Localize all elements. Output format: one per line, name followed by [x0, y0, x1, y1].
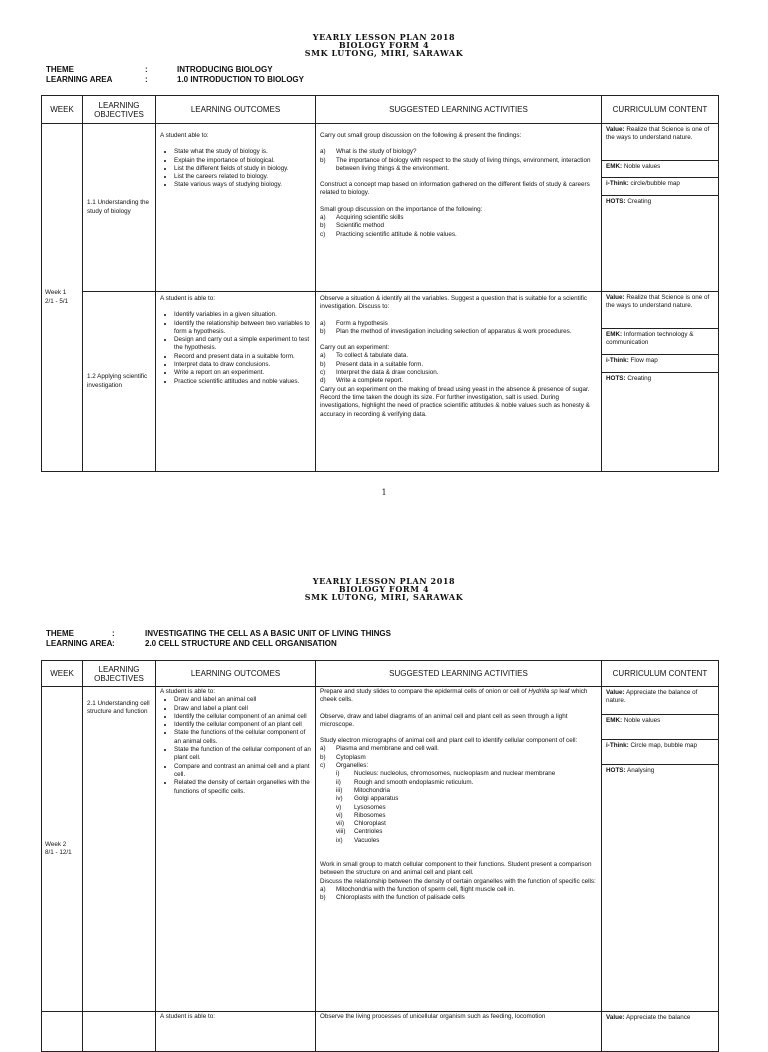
cc-ithink: i-Think: Circle map, bubble map [602, 740, 718, 765]
curriculum-cell [602, 292, 719, 472]
list-item: • State various ways of studying biology. [174, 181, 311, 189]
document-header [0, 577, 768, 601]
activities-cell [316, 124, 602, 292]
list-item: c) Practicing scientific attitude & noble values. [320, 230, 457, 238]
col-objectives: LEARNING OBJECTIVES [83, 96, 156, 124]
list-item: • Compare and contrast an animal cell and a plant cell. [174, 763, 311, 780]
list-item: • Explain the importance of biological. [174, 157, 311, 165]
activity-paragraph: Carry out small group discussion on the following & present the findings: [320, 132, 522, 139]
cc-hots: HOTS: Creating [606, 198, 652, 205]
col-content: CURRICULUM CONTENT [602, 661, 719, 687]
cc-value: Value: Appreciate the balance [606, 1014, 691, 1021]
list-item: • Identify the relationship between two variables to form a hypothesis. [174, 320, 311, 337]
learning-area-label: LEARNING AREA [46, 75, 113, 84]
list-item: b) Chloroplasts with the function of palisade cells [320, 894, 465, 902]
objective-cell [83, 687, 156, 1012]
objective-cell [83, 292, 156, 472]
list-item: • Practice scientific attitudes and noble values. [174, 378, 311, 386]
list-item: b) Plan the method of investigation including selection of apparatus & work procedures. [320, 327, 572, 335]
outcome-list [160, 148, 311, 189]
cc-value: Value: Realize that Science is one of the ways to understand nature. [602, 292, 718, 329]
theme-colon: : [145, 65, 148, 74]
header-school: SMK LUTONG, MIRI, SARAWAK [304, 592, 464, 602]
theme-value: INVESTIGATING THE CELL AS A BASIC UNIT OF LIVING THINGS [145, 629, 391, 638]
list-item: • List the careers related to biology. [174, 173, 311, 181]
list-item: i) Nucleus: nucleolus, chromosomes, nucleoplasm and nuclear membrane [336, 770, 556, 778]
col-objectives: LEARNING OBJECTIVES [83, 661, 156, 687]
table-row [42, 124, 719, 292]
activity-paragraph: Observe, draw and label diagrams of an animal cell and plant cell as seen through a light microscope. [320, 712, 568, 728]
lesson-plan-table-2 [41, 660, 719, 1052]
list-item: • State the function of the cellular component of an plant cell. [174, 746, 311, 763]
list-item: a) What is the study of biology? [320, 148, 417, 156]
col-outcomes: LEARNING OUTCOMES [156, 96, 316, 124]
list-item: • Identify the cellular component of an plant cell [174, 721, 311, 729]
col-outcomes: LEARNING OUTCOMES [156, 661, 316, 687]
header-title: YEARLY LESSON PLAN 2018 [312, 32, 456, 42]
activities-cell [316, 292, 602, 472]
list-item: a) Mitochondria with the function of sperm cell, flight muscle cell in. [320, 885, 515, 893]
theme-colon: : [112, 629, 115, 638]
outcomes-cell [156, 1012, 316, 1052]
header-subject: BIOLOGY FORM 4 [338, 40, 430, 50]
week-label: Week 2 [45, 840, 67, 848]
cc-hots: HOTS: Analysing [606, 767, 655, 774]
activity-paragraph: Carry out an experiment: [320, 344, 390, 352]
week-dates: 2/1 - 5/1 [45, 297, 69, 305]
objective-cell [83, 1012, 156, 1052]
list-item: ix) Vacuoles [336, 836, 380, 844]
list-item: a) Acquiring scientific skills [320, 214, 404, 222]
cc-hots: HOTS: Creating [606, 375, 652, 382]
list-item: • Design and carry out a simple experiment to test the hypothesis. [174, 336, 311, 353]
list-item: • Record and present data in a suitable form. [174, 353, 311, 361]
objective-text: 1.1 Understanding the study of biology [87, 199, 149, 215]
objective-cell [83, 124, 156, 292]
list-item: b) The importance of biology with respect to the study of living things, environment, interaction between living things & the environment. [320, 156, 591, 172]
activity-paragraph: Observe the living processes of unicellular organism such as feeding, locomotion [320, 1013, 546, 1020]
col-activities: SUGGESTED LEARNING ACTIVITIES [316, 661, 602, 687]
objective-text: 2.1 Understanding cell structure and function [87, 700, 150, 716]
list-item: • Draw and label an animal cell [174, 696, 311, 704]
table-row [42, 1012, 719, 1052]
activity-paragraph: Carry out an experiment on the making of bread using yeast in the absence & presence of sugar. Record the time taken the dough its size. For further investigation, salt is used. During investigations, highlight the need of practice scientific attitudes & noble values such as honesty & accuracy in recording & verifying data. [320, 385, 590, 418]
activity-paragraph: Construct a concept map based on information gathered on the different fields of study & careers related to biology. [320, 181, 590, 197]
col-content: CURRICULUM CONTENT [602, 96, 719, 124]
outcome-intro: A student is able to: [160, 295, 215, 302]
outcome-intro: A student is able to: [160, 1013, 215, 1020]
list-item: iii) Mitochondria [336, 786, 391, 794]
outcome-list [160, 696, 311, 796]
list-item: c) Interpret the data & draw conclusion. [320, 369, 439, 377]
theme-label: THEME [46, 65, 74, 74]
list-item: • Identify the cellular component of an animal cell [174, 713, 311, 721]
week-cell [42, 1012, 83, 1052]
learning-area-value: 1.0 INTRODUCTION TO BIOLOGY [177, 75, 304, 84]
list-item: • Draw and label a plant cell [174, 705, 311, 713]
list-item: • Identify variables in a given situation. [174, 311, 311, 319]
activity-paragraph: Prepare and study slides to compare the epidermal cells of onion or cell of Hydrilla sp leaf which cheek cells. [320, 688, 588, 704]
header-title: YEARLY LESSON PLAN 2018 [312, 576, 456, 586]
table-header-row [42, 96, 719, 124]
document-header [0, 33, 768, 57]
activity-paragraph: Work in small group to match cellular component to their functions. Student present a comparison between the structure on and animal cell and plant cell. [320, 861, 592, 877]
activities-cell [316, 687, 602, 1012]
objective-text: 1.2 Applying scientific investigation [87, 373, 148, 389]
list-item: a) To collect & tabulate data. [320, 352, 409, 360]
list-item: vii) Chloroplast [336, 820, 386, 828]
cc-value: Value: Appreciate the balance of nature. [602, 687, 718, 715]
week-cell [42, 124, 83, 472]
list-item: • State what the study of biology is. [174, 148, 311, 156]
cc-value: Value: Realize that Science is one of the ways to understand nature. [602, 124, 718, 161]
curriculum-cell [602, 1012, 719, 1052]
curriculum-cell [602, 687, 719, 1012]
col-activities: SUGGESTED LEARNING ACTIVITIES [316, 96, 602, 124]
list-item: • Interpret data to draw conclusions. [174, 361, 311, 369]
list-item: v) Lysosomes [336, 803, 386, 811]
activity-paragraph: Study electron micrographs of animal cell and plant cell to identify cellular component of cell: [320, 737, 578, 745]
activity-paragraph: Observe a situation & identify all the variables. Suggest a question that is suitable for a scientific investigation. Discuss to: [320, 295, 588, 311]
header-school: SMK LUTONG, MIRI, SARAWAK [304, 48, 464, 58]
list-item: ii) Rough and smooth endoplasmic reticulum. [336, 778, 474, 786]
col-week: WEEK [42, 661, 83, 687]
outcomes-cell [156, 124, 316, 292]
learning-area-label: LEARNING AREA [46, 639, 113, 648]
table-header-row [42, 661, 719, 687]
lesson-plan-table-1 [41, 95, 719, 472]
activity-paragraph: Discuss the relationship between the density of certain organelles with the function of specific cells: [320, 877, 596, 885]
list-item: d) Write a complete report. [320, 377, 404, 385]
cc-emk: EMK: Information technology & communication [602, 329, 718, 355]
list-item: b) Present data in a suitable form. [320, 360, 424, 368]
list-item: • Related the density of certain organelles with the functions of specific cells. [174, 779, 311, 796]
list-item: • State the functions of the cellular component of an animal cells. [174, 729, 311, 746]
outcome-intro: A student is able to: [160, 688, 215, 695]
col-week: WEEK [42, 96, 83, 124]
table-row [42, 687, 719, 1012]
cc-emk: EMK: Noble values [602, 715, 718, 740]
list-item: • Write a report on an experiment. [174, 369, 311, 377]
outcome-intro: A student able to: [160, 132, 209, 139]
week-cell [42, 687, 83, 1012]
header-subject: BIOLOGY FORM 4 [338, 584, 430, 594]
activities-cell [316, 1012, 602, 1052]
page-number: 1 [381, 488, 387, 497]
outcome-list [160, 311, 311, 386]
list-item: vi) Ribosomes [336, 811, 386, 819]
outcomes-cell [156, 687, 316, 1012]
list-item: c) Organelles: [320, 762, 369, 770]
list-item: a) Plasma and membrane and cell wall. [320, 745, 439, 753]
theme-value: INTRODUCING BIOLOGY [177, 65, 273, 74]
table-row [42, 292, 719, 472]
outcomes-cell [156, 292, 316, 472]
cc-ithink: i-Think: Flow map [602, 355, 718, 373]
list-item: b) Cytoplasm [320, 753, 366, 761]
curriculum-cell [602, 124, 719, 292]
theme-label: THEME [46, 629, 74, 638]
list-item: iv) Golgi apparatus [336, 795, 399, 803]
learning-area-colon: : [112, 639, 115, 648]
list-item: viii) Centrioles [336, 828, 383, 836]
list-item: • List the different fields of study in biology. [174, 165, 311, 173]
cc-emk: EMK: Noble values [602, 161, 718, 178]
week-label: Week 1 [45, 289, 67, 297]
cc-ithink: i-Think: circle/bubble map [602, 178, 718, 196]
activity-paragraph: Small group discussion on the importance of the following: [320, 205, 483, 213]
list-item: a) Form a hypothesis [320, 319, 388, 327]
learning-area-colon: : [145, 75, 148, 84]
list-item: b) Scientific method [320, 222, 384, 230]
learning-area-value: 2.0 CELL STRUCTURE AND CELL ORGANISATION [145, 639, 337, 648]
week-dates: 8/1 - 12/1 [45, 849, 72, 856]
